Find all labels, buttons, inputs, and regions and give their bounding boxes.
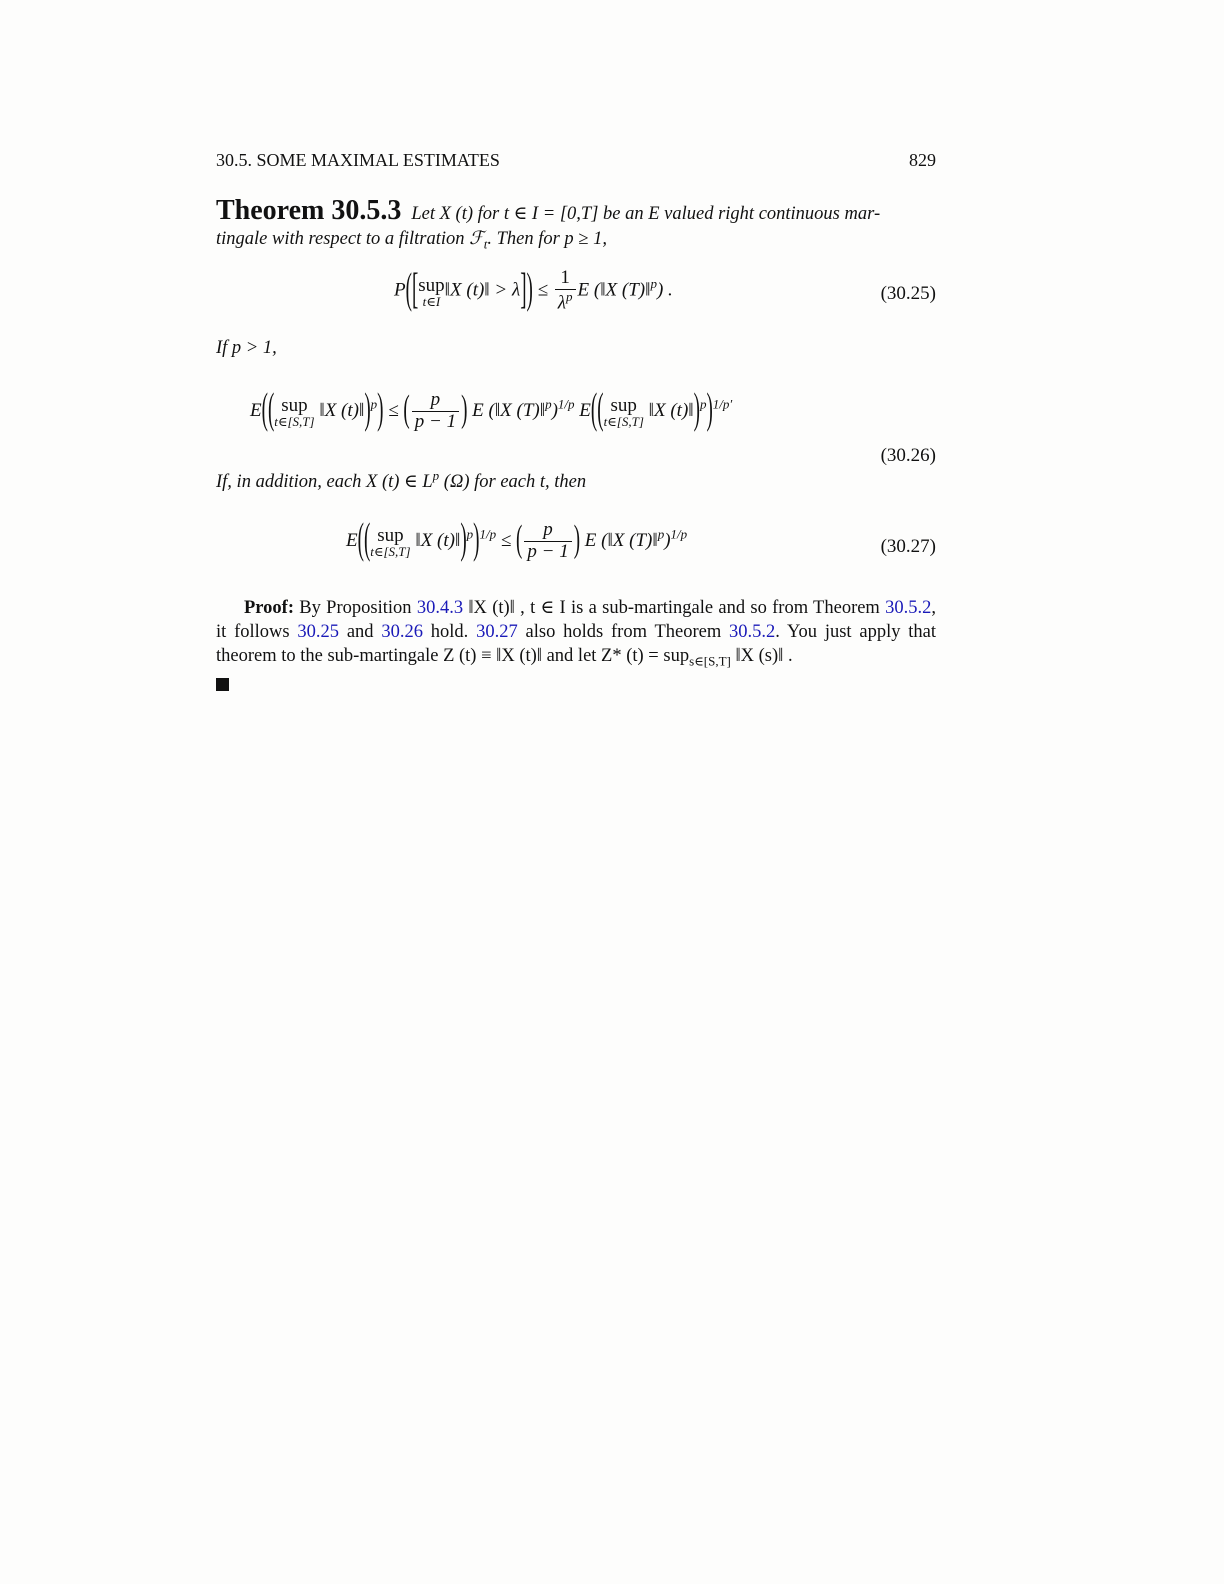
proof-paragraph: Proof: By Proposition 30.4.3 ‖X (t)‖ , t ∈ I is a sub-martingale and so from Theorem 30.5.2, it follows 30.25 and 30.26 hold. 30.27 also holds from Theorem 30.5.2. You just apply that theorem to the sub-martingale Z (t) ≡ ‖X (t)‖ and let Z* (t) = sup$_{s\in[S,T]}$ ‖X (s)‖ . [216, 596, 936, 698]
equation-30-26: E(( sup t∈[S,T] ‖X (t)‖)$^p$) ≤ ( $\frac{p}{p - 1}$ ) E (‖X (T)‖$^p$)$^{1/p}$ E(( sup t∈[S,T] ‖X (t)‖)$^p$)$^{1/p'}$ [250, 386, 733, 435]
equation-30-27: E(( sup t∈[S,T] ‖X (t)‖)$^p$)$^{1/p}$ ≤ ( $\frac{p}{p - 1}$ ) E (‖X (T)‖$^p$)$^{1/p}$ [346, 516, 688, 565]
ref-eq-30-26[interactable]: 30.26 [381, 622, 423, 642]
equation-number-30-27: (30.27) [880, 536, 936, 557]
ref-theorem-30-5-2[interactable]: 30.5.2 [885, 598, 932, 618]
equation-number-30-26: (30.26) [880, 445, 936, 466]
theorem-statement-line2: tingale with respect to a filtration ℱ$_t$. Then for p ≥ 1, [216, 229, 607, 252]
theorem-statement-line1: Let X (t) for t ∈ I = [0,T] be an E valued right continuous mar- [411, 204, 881, 224]
ref-eq-30-27[interactable]: 30.27 [476, 622, 518, 642]
section-title: 30.5. SOME MAXIMAL ESTIMATES [216, 150, 500, 170]
page [216, 0, 936, 1584]
theorem-label: Theorem 30.5.3 [216, 195, 402, 226]
ref-eq-30-25[interactable]: 30.25 [297, 622, 340, 642]
qed-square-icon [216, 678, 229, 691]
equation-30-25: P([sup t∈I ‖X (t)‖ > λ]) ≤ $\frac{1}{\lambda^p}$ E (‖X (T)‖$^p$) . [394, 265, 673, 315]
condition-p-gt-1: If p > 1, [216, 338, 277, 358]
addition-condition: If, in addition, each X (t) ∈ $L^p$ (Ω) for each t, then [216, 468, 587, 493]
equation-number-30-25: (30.25) [880, 283, 936, 304]
ref-proposition-30-4-3[interactable]: 30.4.3 [416, 598, 464, 618]
page-number: 829 [909, 150, 936, 170]
proof-label: Proof: [244, 598, 294, 618]
theorem-heading [216, 195, 880, 227]
ref-theorem-30-5-2-b[interactable]: 30.5.2 [729, 622, 776, 642]
